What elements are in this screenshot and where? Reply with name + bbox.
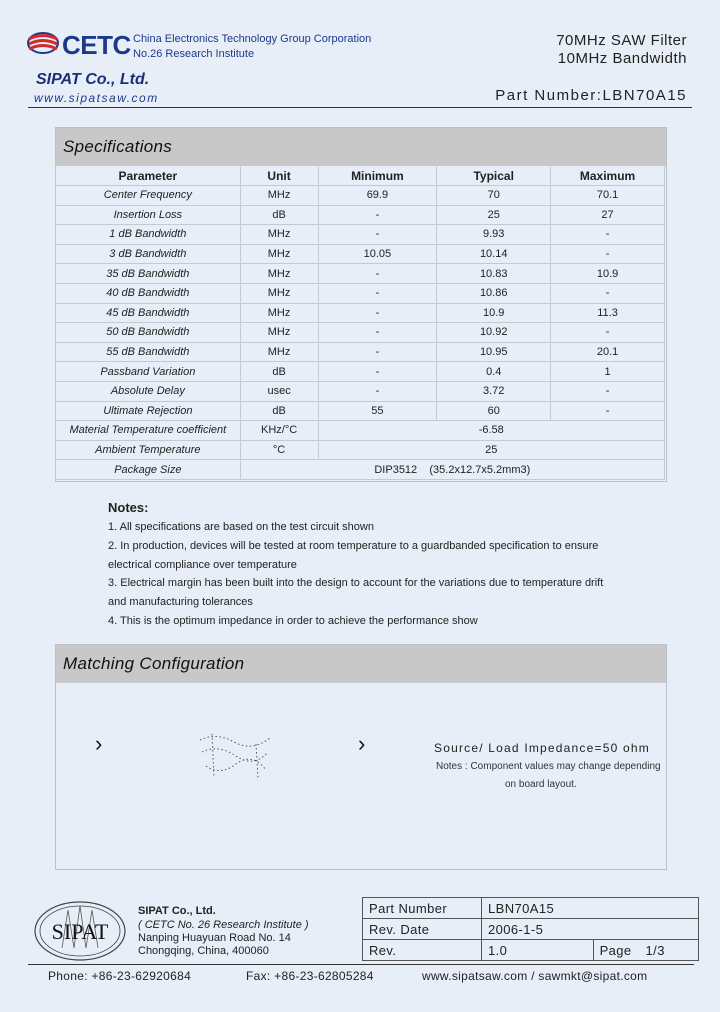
min-cell: 55 [318, 401, 437, 421]
value-cell: 25 [318, 440, 665, 460]
typ-cell: 10.92 [437, 323, 551, 343]
table-row [56, 264, 665, 284]
table-row [56, 381, 665, 401]
col-header-typical: Typical [437, 166, 551, 186]
table-row [56, 342, 665, 362]
part-number-value: LBN70A15 [482, 898, 699, 919]
matching-note-line2: on board layout. [505, 779, 577, 790]
unit-cell: MHz [240, 264, 318, 284]
table-header-row [56, 166, 665, 186]
min-cell: - [318, 323, 437, 343]
table-row [56, 401, 665, 421]
param-cell: 35 dB Bandwidth [56, 264, 241, 284]
document-info-table [362, 897, 699, 961]
value-cell: DIP3512 (35.2x12.7x5.2mm3) [240, 460, 664, 480]
max-cell: - [551, 244, 665, 264]
page-value: 1/3 [645, 942, 665, 958]
param-cell: Package Size [56, 460, 241, 480]
min-cell: 69.9 [318, 186, 437, 206]
max-cell: - [551, 225, 665, 245]
param-cell: Absolute Delay [56, 381, 241, 401]
part-number-label: Part Number [363, 898, 482, 919]
min-cell: - [318, 381, 437, 401]
unit-cell: dB [240, 205, 318, 225]
param-cell: 40 dB Bandwidth [56, 283, 241, 303]
footer-company-name: SIPAT Co., Ltd. [138, 905, 216, 917]
specifications-table-body [56, 186, 665, 480]
table-row [56, 303, 665, 323]
col-header-minimum: Minimum [318, 166, 437, 186]
part-number-header: Part Number:LBN70A15 [495, 87, 687, 104]
table-row [56, 225, 665, 245]
table-row [56, 362, 665, 382]
unit-cell: MHz [240, 225, 318, 245]
param-cell: Ambient Temperature [56, 440, 241, 460]
min-cell: - [318, 205, 437, 225]
unit-cell: MHz [240, 244, 318, 264]
output-arrow-icon: › [358, 731, 366, 756]
max-cell: 1 [551, 362, 665, 382]
param-cell: Center Frequency [56, 186, 241, 206]
footer-fax: Fax: +86-23-62805284 [246, 969, 374, 983]
min-cell: - [318, 225, 437, 245]
note-line: 1. All specifications are based on the test circuit shown [108, 521, 374, 533]
footer-address-line1: ( CETC No. 26 Research Institute ) [138, 919, 309, 931]
table-row [56, 186, 665, 206]
specifications-table [55, 165, 665, 480]
rev-value: 1.0 [482, 940, 594, 961]
unit-cell: MHz [240, 186, 318, 206]
unit-cell: MHz [240, 283, 318, 303]
typ-cell: 10.83 [437, 264, 551, 284]
min-cell: 10.05 [318, 244, 437, 264]
param-cell: 55 dB Bandwidth [56, 342, 241, 362]
max-cell: 20.1 [551, 342, 665, 362]
col-header-parameter: Parameter [56, 166, 241, 186]
col-header-maximum: Maximum [551, 166, 665, 186]
max-cell: - [551, 323, 665, 343]
page-label: Page [599, 942, 632, 958]
param-cell: 3 dB Bandwidth [56, 244, 241, 264]
footer-divider [28, 964, 694, 965]
param-cell: 45 dB Bandwidth [56, 303, 241, 323]
matching-circuit-diagram [196, 730, 274, 782]
param-cell: Insertion Loss [56, 205, 241, 225]
table-row [56, 205, 665, 225]
note-line: and manufacturing tolerances [108, 596, 253, 608]
product-bandwidth: 10MHz Bandwidth [557, 50, 687, 67]
max-cell: - [551, 283, 665, 303]
typ-cell: 9.93 [437, 225, 551, 245]
company-website: www.sipatsaw.com [34, 91, 159, 105]
table-row [56, 244, 665, 264]
specifications-title: Specifications [56, 128, 666, 166]
max-cell: - [551, 381, 665, 401]
unit-cell: dB [240, 362, 318, 382]
min-cell: - [318, 362, 437, 382]
param-cell: Ultimate Rejection [56, 401, 241, 421]
product-title: 70MHz SAW Filter [556, 32, 687, 49]
typ-cell: 3.72 [437, 381, 551, 401]
param-cell: 1 dB Bandwidth [56, 225, 241, 245]
notes-title: Notes: [108, 500, 149, 515]
min-cell: - [318, 264, 437, 284]
max-cell: 70.1 [551, 186, 665, 206]
input-arrow-icon: › [95, 731, 103, 756]
typ-cell: 70 [437, 186, 551, 206]
unit-cell: MHz [240, 303, 318, 323]
max-cell: 11.3 [551, 303, 665, 323]
source-load-impedance: Source/ Load Impedance=50 ohm [434, 741, 650, 755]
param-cell: Material Temperature coefficient [56, 421, 241, 441]
typ-cell: 10.14 [437, 244, 551, 264]
rev-label: Rev. [363, 940, 482, 961]
typ-cell: 25 [437, 205, 551, 225]
unit-cell: MHz [240, 323, 318, 343]
matching-title: Matching Configuration [56, 645, 666, 683]
table-row [363, 919, 699, 940]
table-row [363, 940, 699, 961]
typ-cell: 10.9 [437, 303, 551, 323]
max-cell: 27 [551, 205, 665, 225]
note-line: 4. This is the optimum impedance in order to achieve the performance show [108, 615, 478, 627]
typ-cell: 10.95 [437, 342, 551, 362]
footer-web-email[interactable]: www.sipatsaw.com / sawmkt@sipat.com [422, 969, 648, 983]
table-row-tempco [56, 421, 665, 441]
param-cell: 50 dB Bandwidth [56, 323, 241, 343]
col-header-unit: Unit [240, 166, 318, 186]
note-line: 2. In production, devices will be tested at room temperature to a guardbanded specification to ensure [108, 540, 599, 552]
typ-cell: 60 [437, 401, 551, 421]
corp-name-line1: China Electronics Technology Group Corporation [133, 33, 372, 45]
footer-address-line3: Chongqing, China, 400060 [138, 945, 269, 957]
table-row-package [56, 460, 665, 480]
min-cell: - [318, 342, 437, 362]
min-cell: - [318, 303, 437, 323]
footer-phone: Phone: +86-23-62920684 [48, 969, 192, 983]
table-row [363, 898, 699, 919]
table-row [56, 283, 665, 303]
note-line: 3. Electrical margin has been built into the design to account for the variations due to temperature drift [108, 577, 604, 589]
corp-name-line2: No.26 Research Institute [133, 48, 255, 60]
max-cell: - [551, 401, 665, 421]
unit-cell: usec [240, 381, 318, 401]
matching-note-line1: Notes : Component values may change depending [436, 761, 661, 772]
cetc-logo-text: CETC [62, 30, 131, 60]
matching-section [55, 644, 667, 870]
header-divider [28, 107, 692, 108]
footer-address-line2: Nanping Huayuan Road No. 14 [138, 932, 291, 944]
value-cell: -6.58 [318, 421, 665, 441]
rev-date-label: Rev. Date [363, 919, 482, 940]
unit-cell: °C [240, 440, 318, 460]
sipat-seal-logo [32, 900, 128, 962]
unit-cell: MHz [240, 342, 318, 362]
unit-cell: dB [240, 401, 318, 421]
min-cell: - [318, 283, 437, 303]
company-name: SIPAT Co., Ltd. [36, 71, 150, 88]
max-cell: 10.9 [551, 264, 665, 284]
typ-cell: 0.4 [437, 362, 551, 382]
table-row-ambient [56, 440, 665, 460]
typ-cell: 10.86 [437, 283, 551, 303]
cetc-logo-icon [26, 30, 60, 56]
rev-date-value: 2006-1-5 [482, 919, 699, 940]
note-line: electrical compliance over temperature [108, 559, 297, 571]
seal-text: SIPAT [51, 919, 109, 944]
unit-cell: KHz/°C [240, 421, 318, 441]
table-row [56, 323, 665, 343]
param-cell: Passband Variation [56, 362, 241, 382]
